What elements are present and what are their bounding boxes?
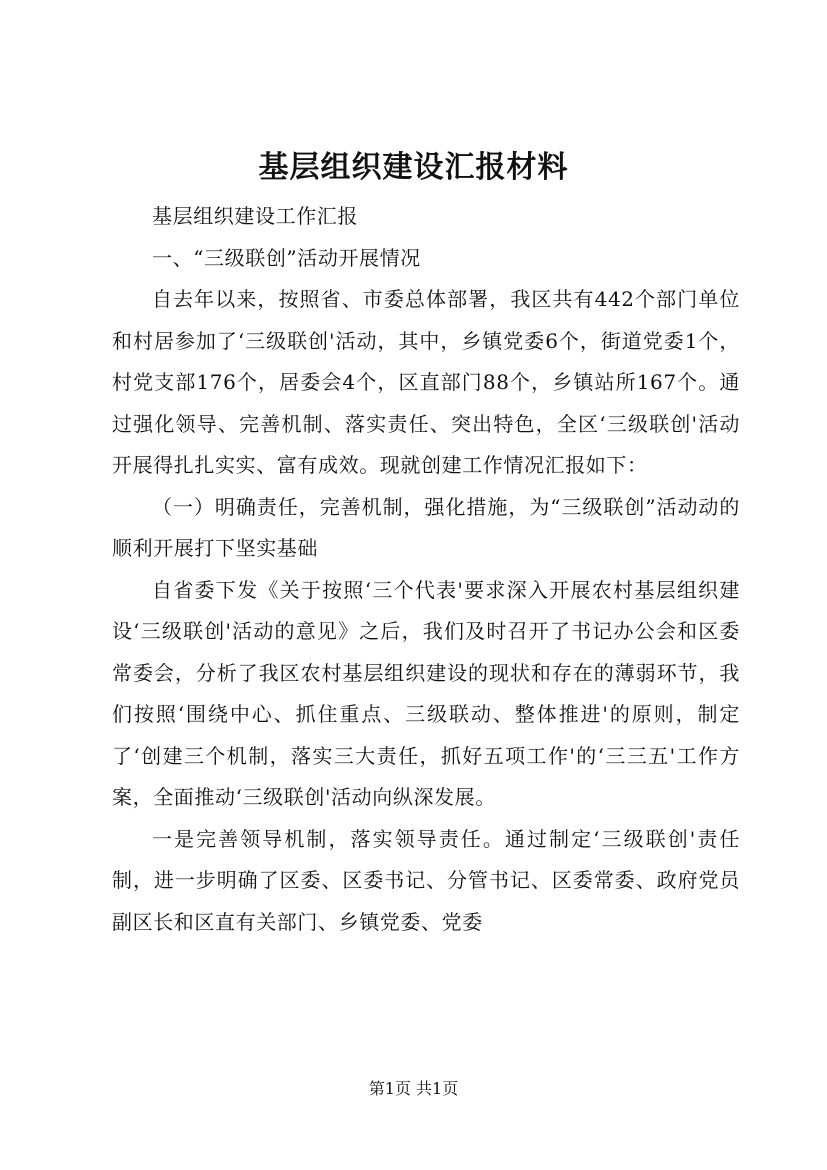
- paragraph-section-one: 一、“三级联创”活动开展情况: [152, 245, 421, 270]
- document-title: 基层组织建设汇报材料: [258, 150, 569, 185]
- paragraph-overview: 自去年以来，按照省、市委总体部署，我区共有442个部门单位和村居参加了‘三级联创'活动，其中，乡镇党委6个，街道党委1个，村党支部176个，居委会4个，区直部门88个，乡镇站所167个。通过强化领导、完善机制、落实责任、突出特色，全区‘三级联创'活动开展得扎扎实实、富有成效。现就创建工作情况汇报如下：: [112, 287, 740, 477]
- paragraph-leadership: 一是完善领导机制，落实领导责任。通过制定‘三级联创'责任制，进一步明确了区委、区委书记、分管书记、区委常委、政府党员副区长和区直有关部门、乡镇党委、党委: [112, 826, 740, 934]
- paragraph-measures: 自省委下发《关于按照‘三个代表'要求深入开展农村基层组织建设‘三级联创'活动的意见》之后，我们及时召开了书记办公会和区委常委会，分析了我区农村基层组织建设的现状和存在的薄弱环节，我们按照‘围绕中心、抓住重点、三级联动、整体推进'的原则，制定了‘创建三个机制，落实三大责任，抓好五项工作'的‘三三五'工作方案，全面推动‘三级联创'活动向纵深发展。: [112, 577, 740, 809]
- document-body: [112, 196, 740, 943]
- paragraph-subsection-one: （一）明确责任，完善机制，强化措施，为“三级联创”活动动的顺利开展打下坚实基础: [112, 494, 740, 560]
- page-footer: 第1页 共1页: [368, 1079, 459, 1098]
- paragraph-heading: 基层组织建设工作汇报: [152, 204, 358, 228]
